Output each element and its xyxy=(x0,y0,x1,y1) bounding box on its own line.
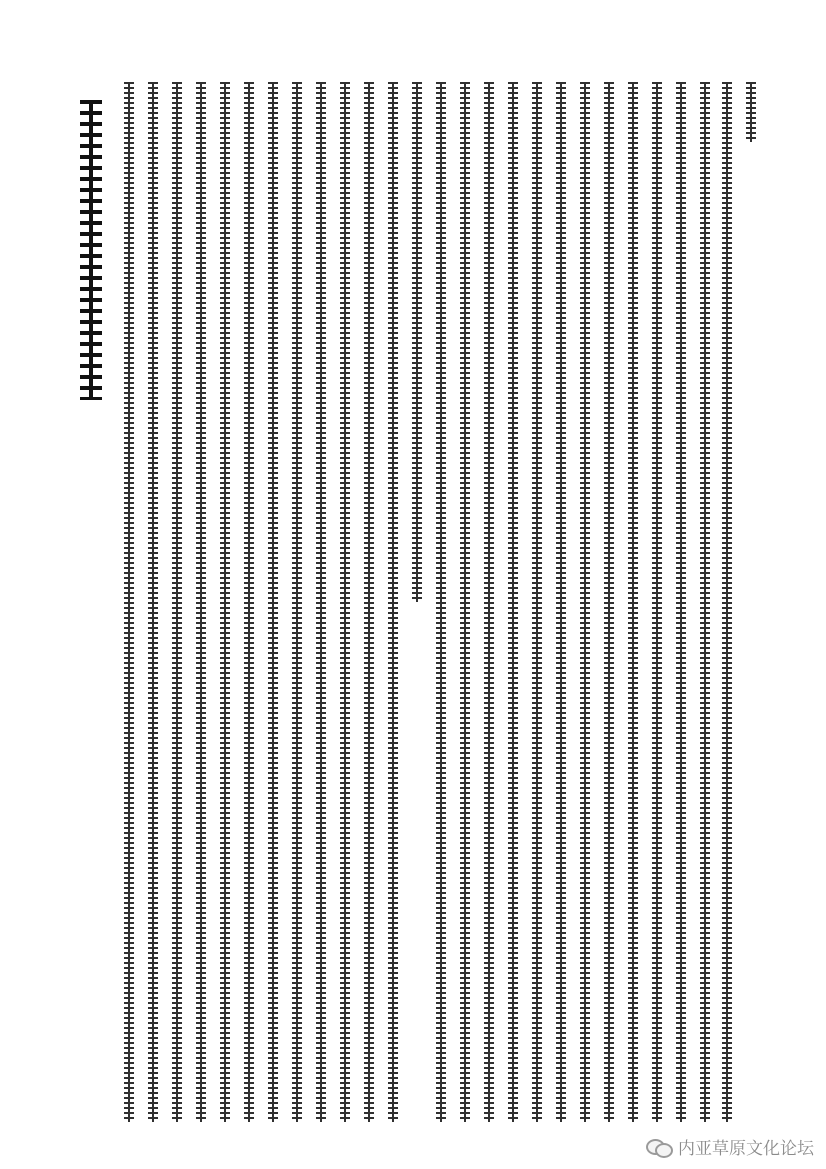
chapter-title-column xyxy=(80,100,102,400)
text-line xyxy=(652,82,662,1122)
text-line xyxy=(556,82,566,1122)
text-line xyxy=(412,82,422,602)
text-line xyxy=(676,82,686,1122)
text-line xyxy=(508,82,518,1122)
text-line xyxy=(722,82,732,1122)
text-line xyxy=(172,82,182,1122)
wechat-icon xyxy=(646,1137,672,1157)
text-line xyxy=(746,82,756,142)
text-line xyxy=(292,82,302,1122)
watermark-text: 内亚草原文化论坛 xyxy=(678,1139,814,1159)
text-line xyxy=(484,82,494,1122)
text-line xyxy=(364,82,374,1122)
text-line xyxy=(340,82,350,1122)
text-line xyxy=(628,82,638,1122)
text-line xyxy=(124,82,134,1122)
text-line xyxy=(244,82,254,1122)
text-line xyxy=(268,82,278,1122)
text-line xyxy=(604,82,614,1122)
watermark xyxy=(646,1134,814,1159)
text-line xyxy=(388,82,398,1122)
text-line xyxy=(532,82,542,1122)
text-line xyxy=(580,82,590,1122)
text-line xyxy=(436,82,446,1122)
text-line xyxy=(196,82,206,1122)
text-line xyxy=(700,82,710,1122)
text-line xyxy=(460,82,470,1122)
text-line xyxy=(220,82,230,1122)
text-line xyxy=(316,82,326,1122)
text-line xyxy=(148,82,158,1122)
